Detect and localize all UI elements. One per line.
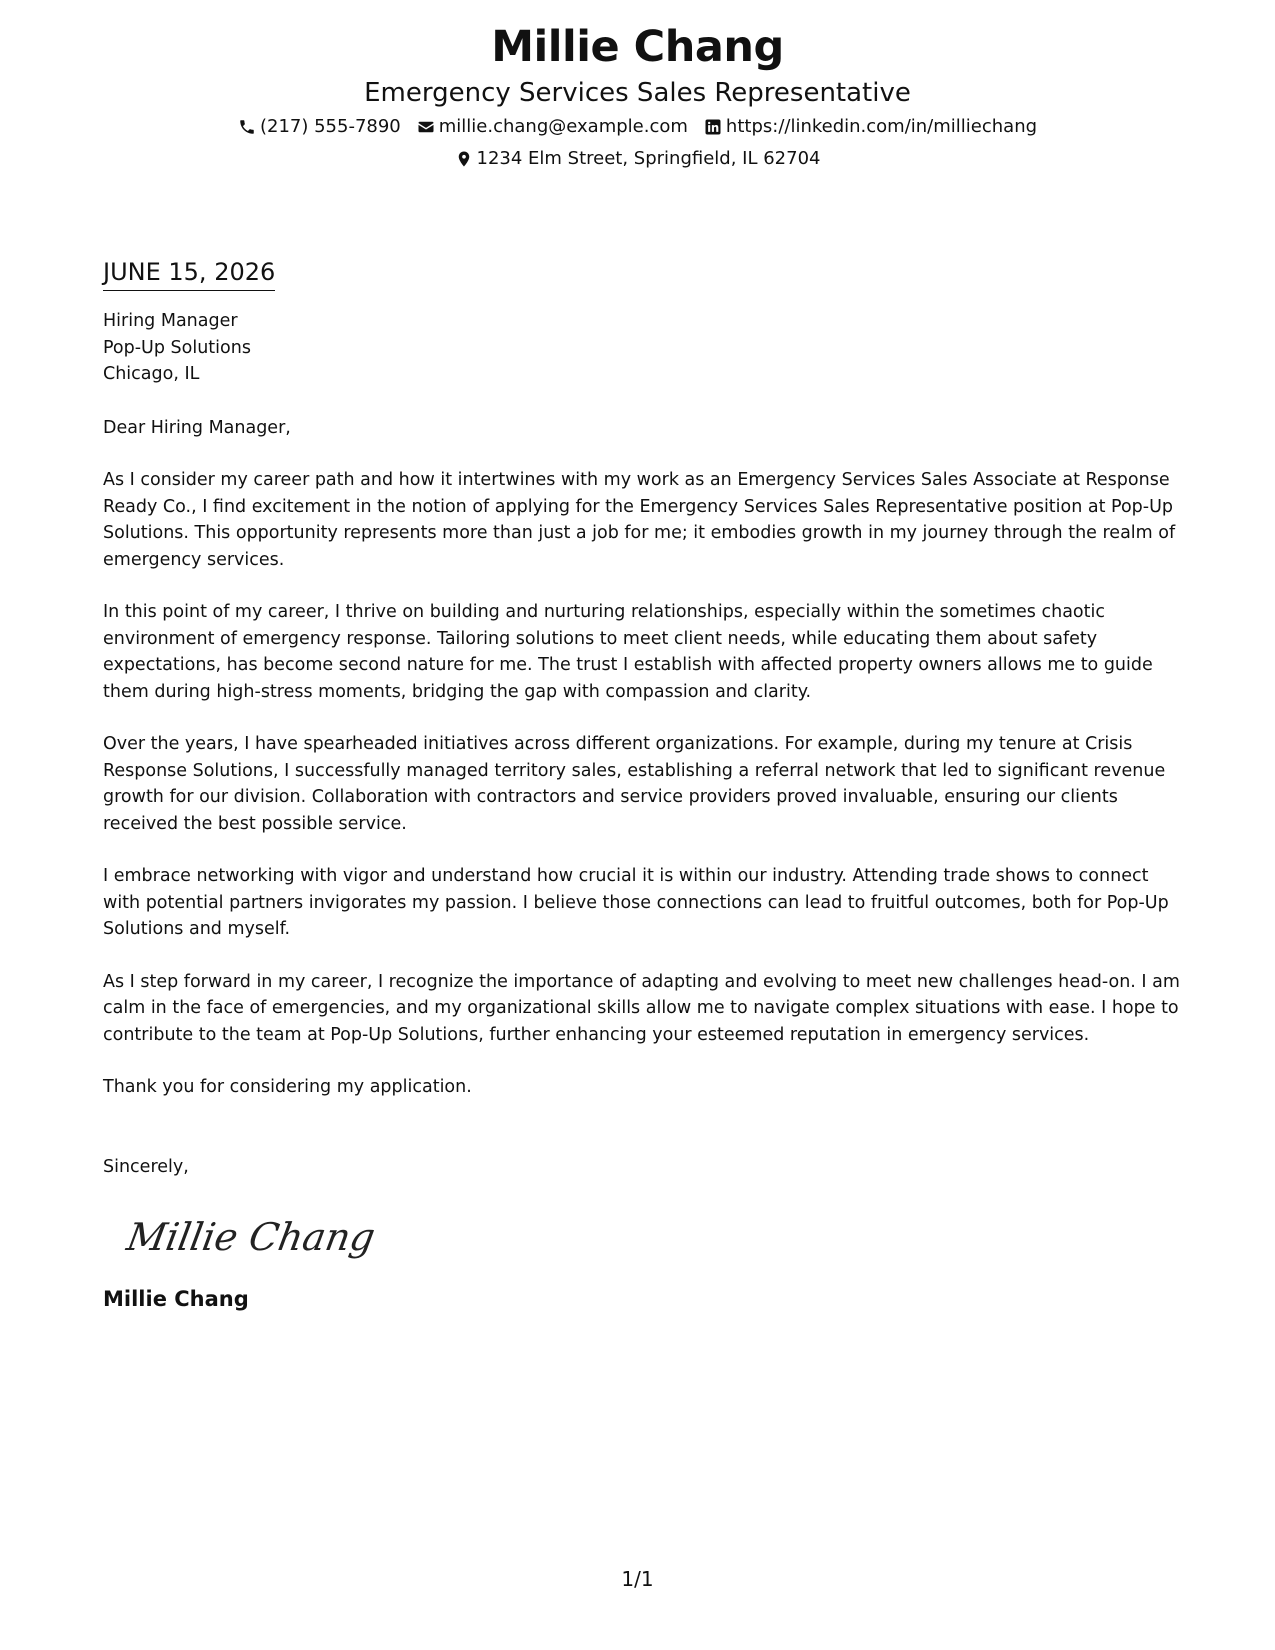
body-paragraph: As I consider my career path and how it intertwines with my work as an Emergency Services Sales Associate at Response Ready Co., I find excitement in the notion of applying for the Emergency Services Sales Representative position at Pop-Up Solutions. This opportunity represents more than just a job for me; it embodies growth in my journey through the realm of emergency services.	[103, 470, 1176, 570]
letter-header	[0, 18, 1275, 174]
phone-number: (217) 555-7890	[259, 116, 401, 137]
salutation: Dear Hiring Manager,	[103, 417, 291, 438]
recipient-line: Pop-Up Solutions	[103, 337, 251, 358]
contact-address	[455, 144, 821, 174]
letter-body	[103, 255, 1183, 1314]
email-address: millie.chang@example.com	[438, 116, 688, 137]
body-paragraph: Over the years, I have spearheaded initiatives across different organizations. For example, during my tenure at Crisis Response Solutions, I successfully managed territory sales, establishing a referral network that led to significant revenue growth for our division. Collaboration with contractors and service providers proved invaluable, ensuring our clients received the best possible service.	[103, 734, 1166, 834]
recipient-block	[103, 308, 1183, 388]
map-pin-icon	[455, 150, 473, 168]
contact-linkedin[interactable]	[704, 112, 1037, 142]
signer-name: Millie Chang	[103, 1287, 249, 1311]
signature-image	[123, 1206, 379, 1266]
envelope-icon	[417, 118, 435, 136]
handwritten-signature	[123, 1206, 1183, 1266]
signature-text: Millie Chang	[123, 1215, 379, 1260]
applicant-name: Millie Chang	[491, 22, 784, 72]
address-row	[0, 144, 1275, 174]
closing: Sincerely,	[103, 1156, 189, 1177]
job-title: Emergency Services Sales Representative	[364, 78, 911, 108]
body-paragraph: As I step forward in my career, I recognize the importance of adapting and evolving to meet new challenges head-on. I am calm in the face of emergencies, and my organizational skills allow me to navigate complex situations with ease. I hope to contribute to the team at Pop-Up Solutions, further enhancing your esteemed reputation in emergency services.	[103, 971, 1180, 1045]
linkedin-icon	[704, 118, 722, 136]
contact-email[interactable]	[417, 112, 688, 142]
phone-icon	[238, 118, 256, 136]
page-number: 1/1	[621, 1567, 654, 1591]
letter-date: JUNE 15, 2026	[103, 255, 275, 291]
recipient-line: Chicago, IL	[103, 364, 200, 384]
body-paragraph: I embrace networking with vigor and understand how crucial it is within our industry. Attending trade shows to connect with potential partners invigorates my passion. I believe those connections can lead to fruitful outcomes, both for Pop-Up Solutions and myself.	[103, 866, 1169, 939]
recipient-line: Hiring Manager	[103, 311, 238, 331]
linkedin-url: https://linkedin.com/in/milliechang	[725, 116, 1038, 137]
contact-row	[0, 112, 1275, 142]
body-paragraph: In this point of my career, I thrive on building and nurturing relationships, especially within the sometimes chaotic environment of emergency response. Tailoring solutions to meet client needs, while educating them about safety expectations, has become second nature for me. The trust I establish with affected property owners allows me to guide them during high-stress moments, bridging the gap with compassion and clarity.	[103, 602, 1153, 702]
street-address: 1234 Elm Street, Springfield, IL 62704	[476, 148, 821, 169]
contact-phone[interactable]	[238, 112, 401, 142]
thank-you-line: Thank you for considering my application.	[103, 1077, 472, 1097]
